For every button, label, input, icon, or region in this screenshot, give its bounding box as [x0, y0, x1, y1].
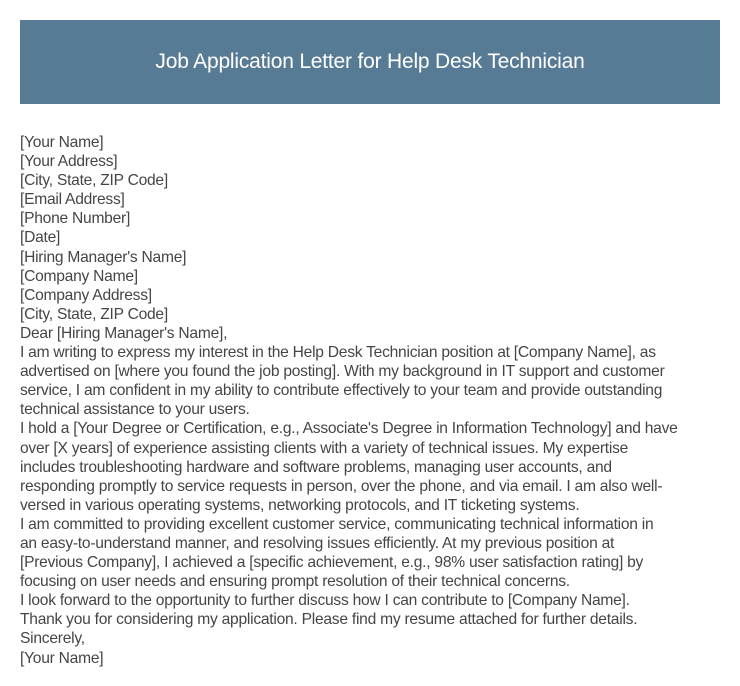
paragraph-line: [Previous Company], I achieved a [specific achievement, e.g., 98% user satisfaction rating] by: [20, 554, 644, 572]
paragraph-qualifications: [20, 419, 725, 514]
letter-date: [Date]: [20, 229, 61, 247]
page-title: Job Application Letter for Help Desk Technician: [155, 50, 585, 73]
paragraph-line: I am committed to providing excellent customer service, communicating technical information in: [20, 515, 654, 533]
sender-phone: [Phone Number]: [20, 210, 131, 228]
recipient-company: [Company Name]: [20, 267, 138, 285]
salutation: Dear [Hiring Manager's Name],: [20, 324, 228, 342]
sender-email: [Email Address]: [20, 191, 125, 209]
paragraph-line: advertised on [where you found the job posting]. With my background in IT support and customer: [20, 363, 665, 381]
paragraph-line: service, I am confident in my ability to contribute effectively to your team and provide outstanding: [20, 382, 663, 400]
page-header: [20, 20, 720, 104]
recipient-name: [Hiring Manager's Name]: [20, 248, 187, 266]
recipient-company-address: [Company Address]: [20, 286, 152, 304]
paragraph-line: over [X years] of experience assisting clients with a variety of technical issues. My expertise: [20, 439, 629, 457]
paragraph-line: I am writing to express my interest in the Help Desk Technician position at [Company Name], as: [20, 344, 656, 362]
paragraph-line: responding promptly to service requests in person, over the phone, and via email. I am also well-: [20, 477, 663, 495]
paragraph-line: includes troubleshooting hardware and software problems, managing user accounts, and: [20, 458, 612, 476]
sender-address: [Your Address]: [20, 153, 118, 171]
paragraph-intro: [20, 343, 725, 419]
closing: Sincerely,: [20, 630, 85, 648]
recipient-city-state-zip: [City, State, ZIP Code]: [20, 305, 168, 323]
paragraph-line: an easy-to-understand manner, and resolving issues efficiently. At my previous position at: [20, 534, 615, 552]
paragraph-line: I hold a [Your Degree or Certification, e.g., Associate's Degree in Information Technology] and have: [20, 420, 678, 438]
letter-body: [20, 133, 725, 668]
sender-city-state-zip: [City, State, ZIP Code]: [20, 172, 168, 190]
paragraph-line: technical assistance to your users.: [20, 401, 250, 419]
sender-name: [Your Name]: [20, 134, 104, 151]
signature: [Your Name]: [20, 649, 104, 667]
paragraph-line: I look forward to the opportunity to further discuss how I can contribute to [Company Name].: [20, 592, 630, 610]
paragraph-line: focusing on user needs and ensuring prompt resolution of their technical concerns.: [20, 573, 570, 591]
paragraph-line: versed in various operating systems, networking protocols, and IT ticketing systems.: [20, 496, 580, 514]
paragraph-achievements: [20, 515, 725, 591]
paragraph-closing: [20, 591, 725, 629]
paragraph-line: Thank you for considering my application. Please find my resume attached for further details.: [20, 611, 638, 629]
